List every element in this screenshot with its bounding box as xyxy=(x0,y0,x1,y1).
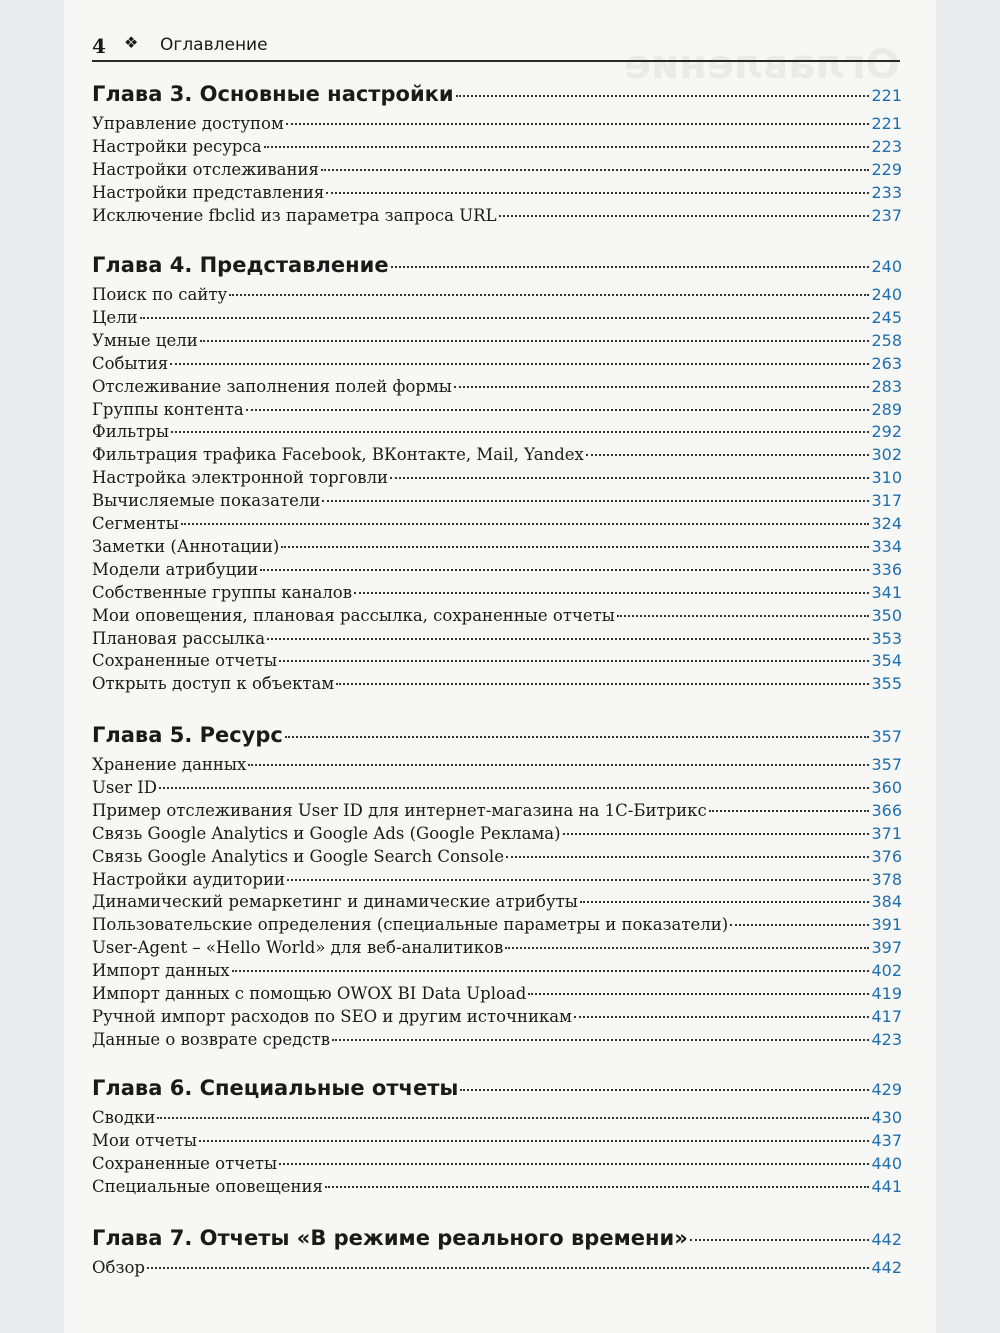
toc-entry-title: Плановая рассылка xyxy=(92,628,266,648)
dot-leader xyxy=(199,1140,869,1142)
toc-entry xyxy=(92,137,902,160)
toc-page-number: 376 xyxy=(871,846,902,866)
toc-entry xyxy=(92,801,902,824)
toc-entry xyxy=(92,984,902,1007)
dot-leader xyxy=(580,901,870,903)
dot-leader xyxy=(390,477,869,479)
toc-entry xyxy=(92,870,902,893)
toc-entry-title: Заметки (Аннотации) xyxy=(92,536,280,556)
toc-entry xyxy=(92,938,902,961)
toc-entry-title: Сводки xyxy=(92,1108,156,1127)
toc-entry xyxy=(92,961,902,984)
toc-page-number: 357 xyxy=(871,727,902,746)
toc-page-number: 289 xyxy=(871,399,902,419)
dot-leader xyxy=(586,454,870,456)
bleed-through-title: Оглавление xyxy=(624,42,900,88)
toc-page-number: 245 xyxy=(871,307,902,327)
toc-page-number: 442 xyxy=(871,1258,902,1277)
running-header xyxy=(92,30,900,62)
toc-entry-title: Модели атрибуции xyxy=(92,559,259,579)
dot-leader xyxy=(460,1089,869,1091)
chapter-heading xyxy=(92,723,902,753)
dot-leader xyxy=(574,1016,869,1018)
toc-page-number: 341 xyxy=(871,582,902,602)
toc-entry xyxy=(92,674,902,697)
toc-page-number: 221 xyxy=(871,86,902,105)
toc-entry xyxy=(92,1131,902,1154)
dot-leader xyxy=(229,294,869,296)
dot-leader xyxy=(505,947,869,949)
toc-entry xyxy=(92,1030,902,1053)
toc-page-number: 221 xyxy=(871,114,902,133)
dot-leader xyxy=(279,660,869,662)
book-page xyxy=(64,0,936,1333)
toc-entry-title: Открыть доступ к объектам xyxy=(92,674,335,694)
toc-page-number: 397 xyxy=(871,938,902,958)
toc-page-number: 360 xyxy=(871,777,902,797)
dot-leader xyxy=(332,1039,869,1041)
dot-leader xyxy=(246,409,870,411)
toc-page-number: 419 xyxy=(871,984,902,1003)
dot-leader xyxy=(281,546,869,548)
toc-entry-title: Мои отчеты xyxy=(92,1130,198,1150)
toc-entry-title: User ID xyxy=(92,777,158,797)
toc-entry xyxy=(92,468,902,491)
dot-leader xyxy=(170,363,869,365)
toc-entry-title: Собственные группы каналов xyxy=(92,582,353,602)
toc-entry-title: Глава 7. Отчеты «В режиме реального времени» xyxy=(92,1226,688,1250)
toc-entry-title: User-Agent – «Hello World» для веб-аналитиков xyxy=(92,938,504,958)
toc-page-number: 223 xyxy=(871,136,902,156)
toc-page-number: 391 xyxy=(871,915,902,935)
toc-entry xyxy=(92,400,902,423)
toc-page-number: 357 xyxy=(871,755,902,774)
toc-page-number: 354 xyxy=(871,651,902,671)
toc-entry-title: События xyxy=(92,353,169,373)
dot-leader xyxy=(147,1267,869,1269)
toc-page-number: 440 xyxy=(871,1153,902,1173)
dot-leader xyxy=(279,1163,869,1165)
toc-entry xyxy=(92,308,902,331)
toc-entry-title: Связь Google Analytics и Google Ads (Google Реклама) xyxy=(92,823,561,843)
toc-entry-title: Исключение fbclid из параметра запроса URL xyxy=(92,205,497,225)
chapter-heading xyxy=(92,1076,902,1106)
toc-entry-title: Связь Google Analytics и Google Search Console xyxy=(92,846,504,866)
toc-page-number: 350 xyxy=(871,605,902,625)
toc-entry-title: Пример отслеживания User ID для интернет-магазина на 1С-Битрикс xyxy=(92,800,707,820)
toc-page-number: 237 xyxy=(871,205,902,225)
dot-leader xyxy=(321,169,870,171)
dot-leader xyxy=(456,95,870,97)
dot-leader xyxy=(287,879,869,881)
toc-page-number: 334 xyxy=(871,536,902,556)
toc-entry-title: Пользовательские определения (специальные параметры и показатели) xyxy=(92,915,729,935)
dot-leader xyxy=(159,787,869,789)
dot-leader xyxy=(499,215,870,217)
toc-page-number: 437 xyxy=(871,1130,902,1150)
toc-entry-title: Мои оповещения, плановая рассылка, сохраненные отчеты xyxy=(92,605,615,625)
toc-entry-title: Ручной импорт расходов по SEO и другим источникам xyxy=(92,1006,572,1026)
toc-entry-title: Умные цели xyxy=(92,330,198,350)
toc-page-number: 417 xyxy=(871,1006,902,1026)
toc-entry-title: Глава 3. Основные настройки xyxy=(92,82,454,106)
toc-entry-title: Фильтры xyxy=(92,422,169,442)
toc-entry-title: Отслеживание заполнения полей формы xyxy=(92,376,452,396)
toc-entry xyxy=(92,824,902,847)
toc-page-number: 384 xyxy=(871,892,902,912)
toc-entry xyxy=(92,514,902,537)
toc-page-number: 292 xyxy=(871,422,902,442)
toc-entry-title: Данные о возврате средств xyxy=(92,1029,331,1049)
toc-page-number: 240 xyxy=(871,257,902,276)
dot-leader xyxy=(171,431,869,433)
toc-page-number: 324 xyxy=(871,514,902,533)
toc-entry xyxy=(92,915,902,938)
dot-leader xyxy=(286,123,870,125)
dot-leader xyxy=(454,386,870,388)
dot-leader xyxy=(326,192,869,194)
dot-leader xyxy=(354,592,869,594)
toc-page-number: 378 xyxy=(871,869,902,889)
toc-entry-title: Поиск по сайту xyxy=(92,285,228,304)
toc-entry-title: Сохраненные отчеты xyxy=(92,651,278,671)
toc-entry-title: Настройка электронной торговли xyxy=(92,468,389,488)
toc-entry xyxy=(92,491,902,514)
toc-page-number: 317 xyxy=(871,491,902,511)
toc-page-number: 366 xyxy=(871,800,902,820)
toc-page-number: 258 xyxy=(871,330,902,350)
toc-page-number: 402 xyxy=(871,961,902,981)
toc-page-number: 336 xyxy=(871,559,902,579)
toc-page-number: 310 xyxy=(871,468,902,488)
toc-page-number: 283 xyxy=(871,376,902,396)
dot-leader xyxy=(232,970,870,972)
toc-entry-title: Глава 4. Представление xyxy=(92,253,389,277)
toc-entry xyxy=(92,206,902,229)
dot-leader xyxy=(391,266,870,268)
toc-page-number: 355 xyxy=(871,674,902,694)
dot-leader xyxy=(506,856,869,858)
ornament-icon: ❖ xyxy=(124,33,139,52)
toc-entry-title: Вычисляемые показатели xyxy=(92,491,321,511)
dot-leader xyxy=(181,523,870,525)
toc-entry xyxy=(92,160,902,183)
toc-entry xyxy=(92,778,902,801)
toc-entry-title: Глава 6. Специальные отчеты xyxy=(92,1076,459,1100)
toc-entry-title: Настройки отслеживания xyxy=(92,159,319,179)
chapter-heading xyxy=(92,82,902,112)
toc-entry-title: Настройки ресурса xyxy=(92,136,262,156)
toc-entry xyxy=(92,755,902,778)
toc-entry xyxy=(92,1154,902,1177)
toc-entry-title: Фильтрация трафика Facebook, ВКонтакте, Mail, Yandex xyxy=(92,445,584,465)
toc-entry xyxy=(92,606,902,629)
toc-page-number: 423 xyxy=(871,1029,902,1049)
toc-entry-title: Обзор xyxy=(92,1258,145,1277)
dot-leader xyxy=(248,764,869,766)
toc-page-number: 240 xyxy=(871,285,902,304)
toc-entry xyxy=(92,560,902,583)
toc-entry xyxy=(92,285,902,308)
toc-entry-title: Хранение данных xyxy=(92,755,247,774)
toc-entry xyxy=(92,377,902,400)
toc-entry-title: Цели xyxy=(92,307,138,327)
dot-leader xyxy=(200,340,870,342)
toc-entry xyxy=(92,331,902,354)
dot-leader xyxy=(322,500,869,502)
toc-page-number: 302 xyxy=(871,445,902,465)
toc-page-number: 263 xyxy=(871,353,902,373)
page-number: 4 xyxy=(92,34,106,58)
dot-leader xyxy=(140,317,870,319)
toc-entry-title: Глава 5. Ресурс xyxy=(92,723,283,747)
dot-leader xyxy=(264,146,870,148)
toc-page-number: 371 xyxy=(871,823,902,843)
toc-entry xyxy=(92,114,902,137)
toc-entry xyxy=(92,583,902,606)
toc-entry-title: Управление доступом xyxy=(92,114,284,133)
chapter-heading xyxy=(92,1226,902,1256)
toc-entry xyxy=(92,354,902,377)
dot-leader xyxy=(709,810,870,812)
toc-entry xyxy=(92,651,902,674)
toc-entry-title: Сегменты xyxy=(92,514,179,533)
toc-entry-title: Импорт данных xyxy=(92,961,230,981)
dot-leader xyxy=(690,1239,870,1241)
toc-page-number: 441 xyxy=(871,1176,902,1196)
dot-leader xyxy=(325,1186,870,1188)
running-title: Оглавление xyxy=(160,35,268,55)
toc-entry xyxy=(92,1108,902,1131)
toc-entry-title: Специальные оповещения xyxy=(92,1176,323,1196)
chapter-heading xyxy=(92,253,902,283)
toc-entry xyxy=(92,445,902,468)
toc-entry xyxy=(92,537,902,560)
toc-page-number: 430 xyxy=(871,1108,902,1127)
toc-entry xyxy=(92,1177,902,1200)
dot-leader xyxy=(730,924,869,926)
toc-entry-title: Настройки представления xyxy=(92,182,325,202)
toc-entry xyxy=(92,892,902,915)
toc-page-number: 353 xyxy=(871,628,902,648)
toc-page-number: 442 xyxy=(871,1230,902,1249)
toc-entry-title: Группы контента xyxy=(92,399,244,419)
toc-entry-title: Динамический ремаркетинг и динамические атрибуты xyxy=(92,892,578,912)
dot-leader xyxy=(260,569,869,571)
toc-entry xyxy=(92,1007,902,1030)
toc-entry xyxy=(92,183,902,206)
dot-leader xyxy=(336,683,869,685)
dot-leader xyxy=(563,833,870,835)
dot-leader xyxy=(285,736,870,738)
toc-entry xyxy=(92,629,902,652)
dot-leader xyxy=(528,993,869,995)
toc-page-number: 429 xyxy=(871,1080,902,1099)
toc-entry-title: Импорт данных с помощью OWOX BI Data Upload xyxy=(92,984,527,1003)
toc-entry-title: Настройки аудитории xyxy=(92,869,285,889)
toc-entry xyxy=(92,847,902,870)
toc-page-number: 233 xyxy=(871,182,902,202)
toc-entry xyxy=(92,1258,902,1281)
dot-leader xyxy=(617,615,870,617)
dot-leader xyxy=(267,638,869,640)
toc-page-number: 229 xyxy=(871,159,902,179)
dot-leader xyxy=(157,1117,869,1119)
toc-entry-title: Сохраненные отчеты xyxy=(92,1153,278,1173)
toc-entry xyxy=(92,422,902,445)
